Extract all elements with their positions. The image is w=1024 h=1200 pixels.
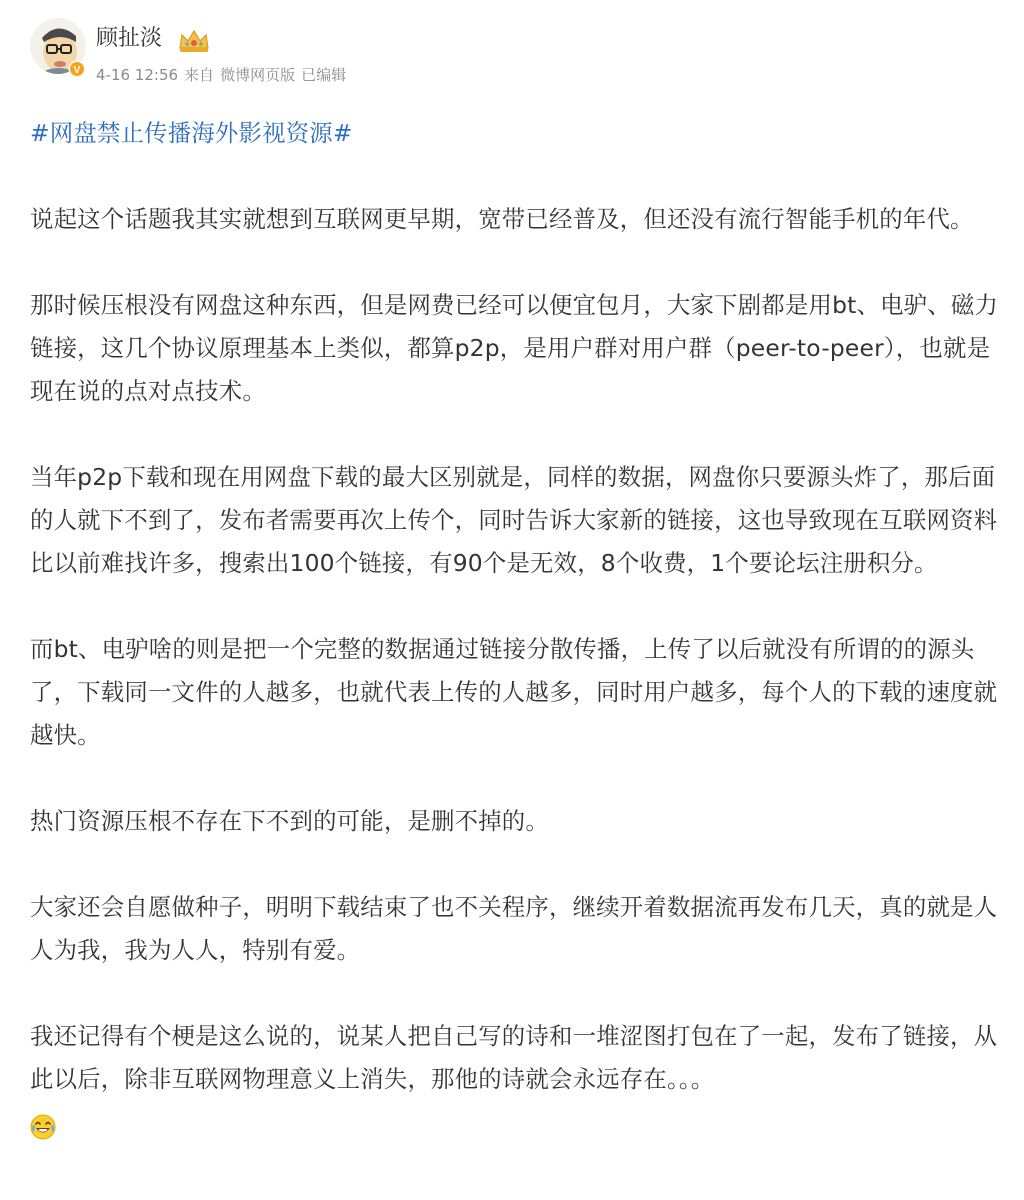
post-paragraph: 我还记得有个梗是这么说的，说某人把自己写的诗和一堆涩图打包在了一起，发布了链接，从此以后，除非互联网物理意义上消失，那他的诗就会永远存在。。。: [30, 1022, 998, 1093]
post-paragraph: 那时候压根没有网盘这种东西，但是网费已经可以便宜包月，大家下剧都是用bt、电驴、磁力链接，这几个协议原理基本上类似，都算p2p，是用户群对用户群（peer-to-peer），也就是现在说的点对点技术。: [30, 291, 999, 405]
post-header: [0, 0, 1024, 100]
hashtag-link[interactable]: #网盘禁止传播海外影视资源#: [30, 119, 353, 147]
post-paragraph: 而bt、电驴啥的则是把一个完整的数据通过链接分散传播，上传了以后就没有所谓的的源头了，下载同一文件的人越多，也就代表上传的人越多，同时用户越多，每个人的下载的速度就越快。: [30, 635, 998, 749]
edited-label[interactable]: 已编辑: [301, 66, 347, 84]
svg-text:V: V: [73, 65, 81, 76]
post-body: [30, 112, 1004, 1135]
source-prefix: 来自: [184, 66, 215, 84]
post-meta: [96, 64, 352, 86]
emoji-line: [30, 1101, 1004, 1135]
post-paragraph: 热门资源压根不存在下不到的可能，是删不掉的。: [30, 807, 549, 835]
post-paragraph: 大家还会自愿做种子，明明下载结束了也不关程序，继续开着数据流再发布几天，真的就是人人为我，我为人人，特别有爱。: [30, 893, 998, 964]
post-paragraph: 说起这个话题我其实就想到互联网更早期，宽带已经普及，但还没有流行智能手机的年代。: [30, 205, 974, 233]
laugh-cry-emoji-icon: [30, 1111, 56, 1137]
post-source[interactable]: 微博网页版: [220, 66, 296, 84]
verified-badge-icon: [68, 60, 86, 78]
post-paragraph: 当年p2p下载和现在用网盘下载的最大区别就是，同样的数据，网盘你只要源头炸了，那后面的人就下不到了，发布者需要再次上传个，同时告诉大家新的链接，这也导致现在互联网资料比以前难找许多，搜索出100个链接，有90个是无效，8个收费，1个要论坛注册积分。: [30, 463, 998, 577]
crown-badge-icon[interactable]: [176, 28, 212, 54]
post-date[interactable]: 4-16 12:56: [96, 66, 179, 84]
author-name[interactable]: 顾扯淡: [96, 26, 163, 51]
